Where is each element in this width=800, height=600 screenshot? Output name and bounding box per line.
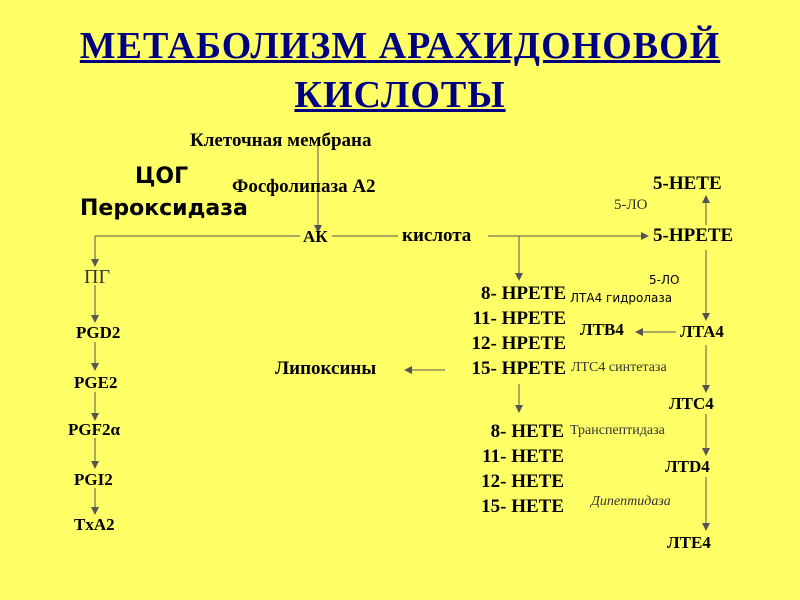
cell-membrane-label: Клеточная мембрана	[190, 130, 372, 151]
hpete-item: 12- HPETE	[471, 333, 566, 354]
pg-label: ПГ	[84, 266, 111, 288]
lta4-hydrolase-label: ЛТА4 гидролаза	[570, 291, 673, 305]
ak-label: АК	[303, 227, 328, 246]
hpete-item: 11- HPETE	[472, 308, 566, 329]
lte4-label: ЛТЕ4	[667, 533, 711, 552]
pgf2a-label: PGF2α	[68, 420, 120, 439]
txa2-label: TxA2	[74, 515, 115, 534]
ltd4-label: ЛТD4	[665, 457, 710, 476]
page-title-line2: КИСЛОТЫ	[294, 74, 506, 116]
hpete-item: 8- HPETE	[481, 283, 566, 304]
lipoxins-label: Липоксины	[275, 358, 377, 379]
hete-item: 12- HETE	[481, 471, 564, 492]
acid-label: кислота	[402, 225, 472, 246]
hete5-label: 5-HETE	[653, 173, 722, 194]
lo5-label-a: 5-ЛО	[614, 197, 648, 213]
lo5-label-b: 5-ЛО	[649, 273, 680, 287]
hpete-list	[440, 281, 566, 381]
hete-item: 15- HETE	[481, 496, 564, 517]
cog-label: ЦОГ	[135, 164, 189, 189]
hete-item: 8- HETE	[490, 421, 564, 442]
ltc4-synthase-label: ЛТС4 синтетаза	[571, 360, 667, 375]
hete-item: 11- HETE	[482, 446, 564, 467]
dipeptidase-label: Дипептидаза	[591, 494, 671, 509]
hpete5-label: 5-HPETE	[653, 225, 734, 246]
transpeptidase-label: Транспептидаза	[570, 423, 665, 438]
peroxidase-label: Пероксидаза	[80, 196, 248, 221]
pgi2-label: PGI2	[74, 470, 113, 489]
hpete-item: 15- HPETE	[471, 358, 566, 379]
ltc4-label: ЛТС4	[669, 394, 714, 413]
hete-list	[440, 419, 564, 519]
phospholipase-label: Фосфолипаза А2	[232, 176, 376, 197]
lta4-label: ЛТА4	[680, 322, 724, 341]
ltb4-label: ЛТВ4	[580, 320, 624, 339]
pgd2-label: PGD2	[76, 323, 121, 342]
page-title-line1: МЕТАБОЛИЗМ АРАХИДОНОВОЙ	[79, 25, 721, 67]
pge2-label: PGE2	[74, 373, 118, 392]
